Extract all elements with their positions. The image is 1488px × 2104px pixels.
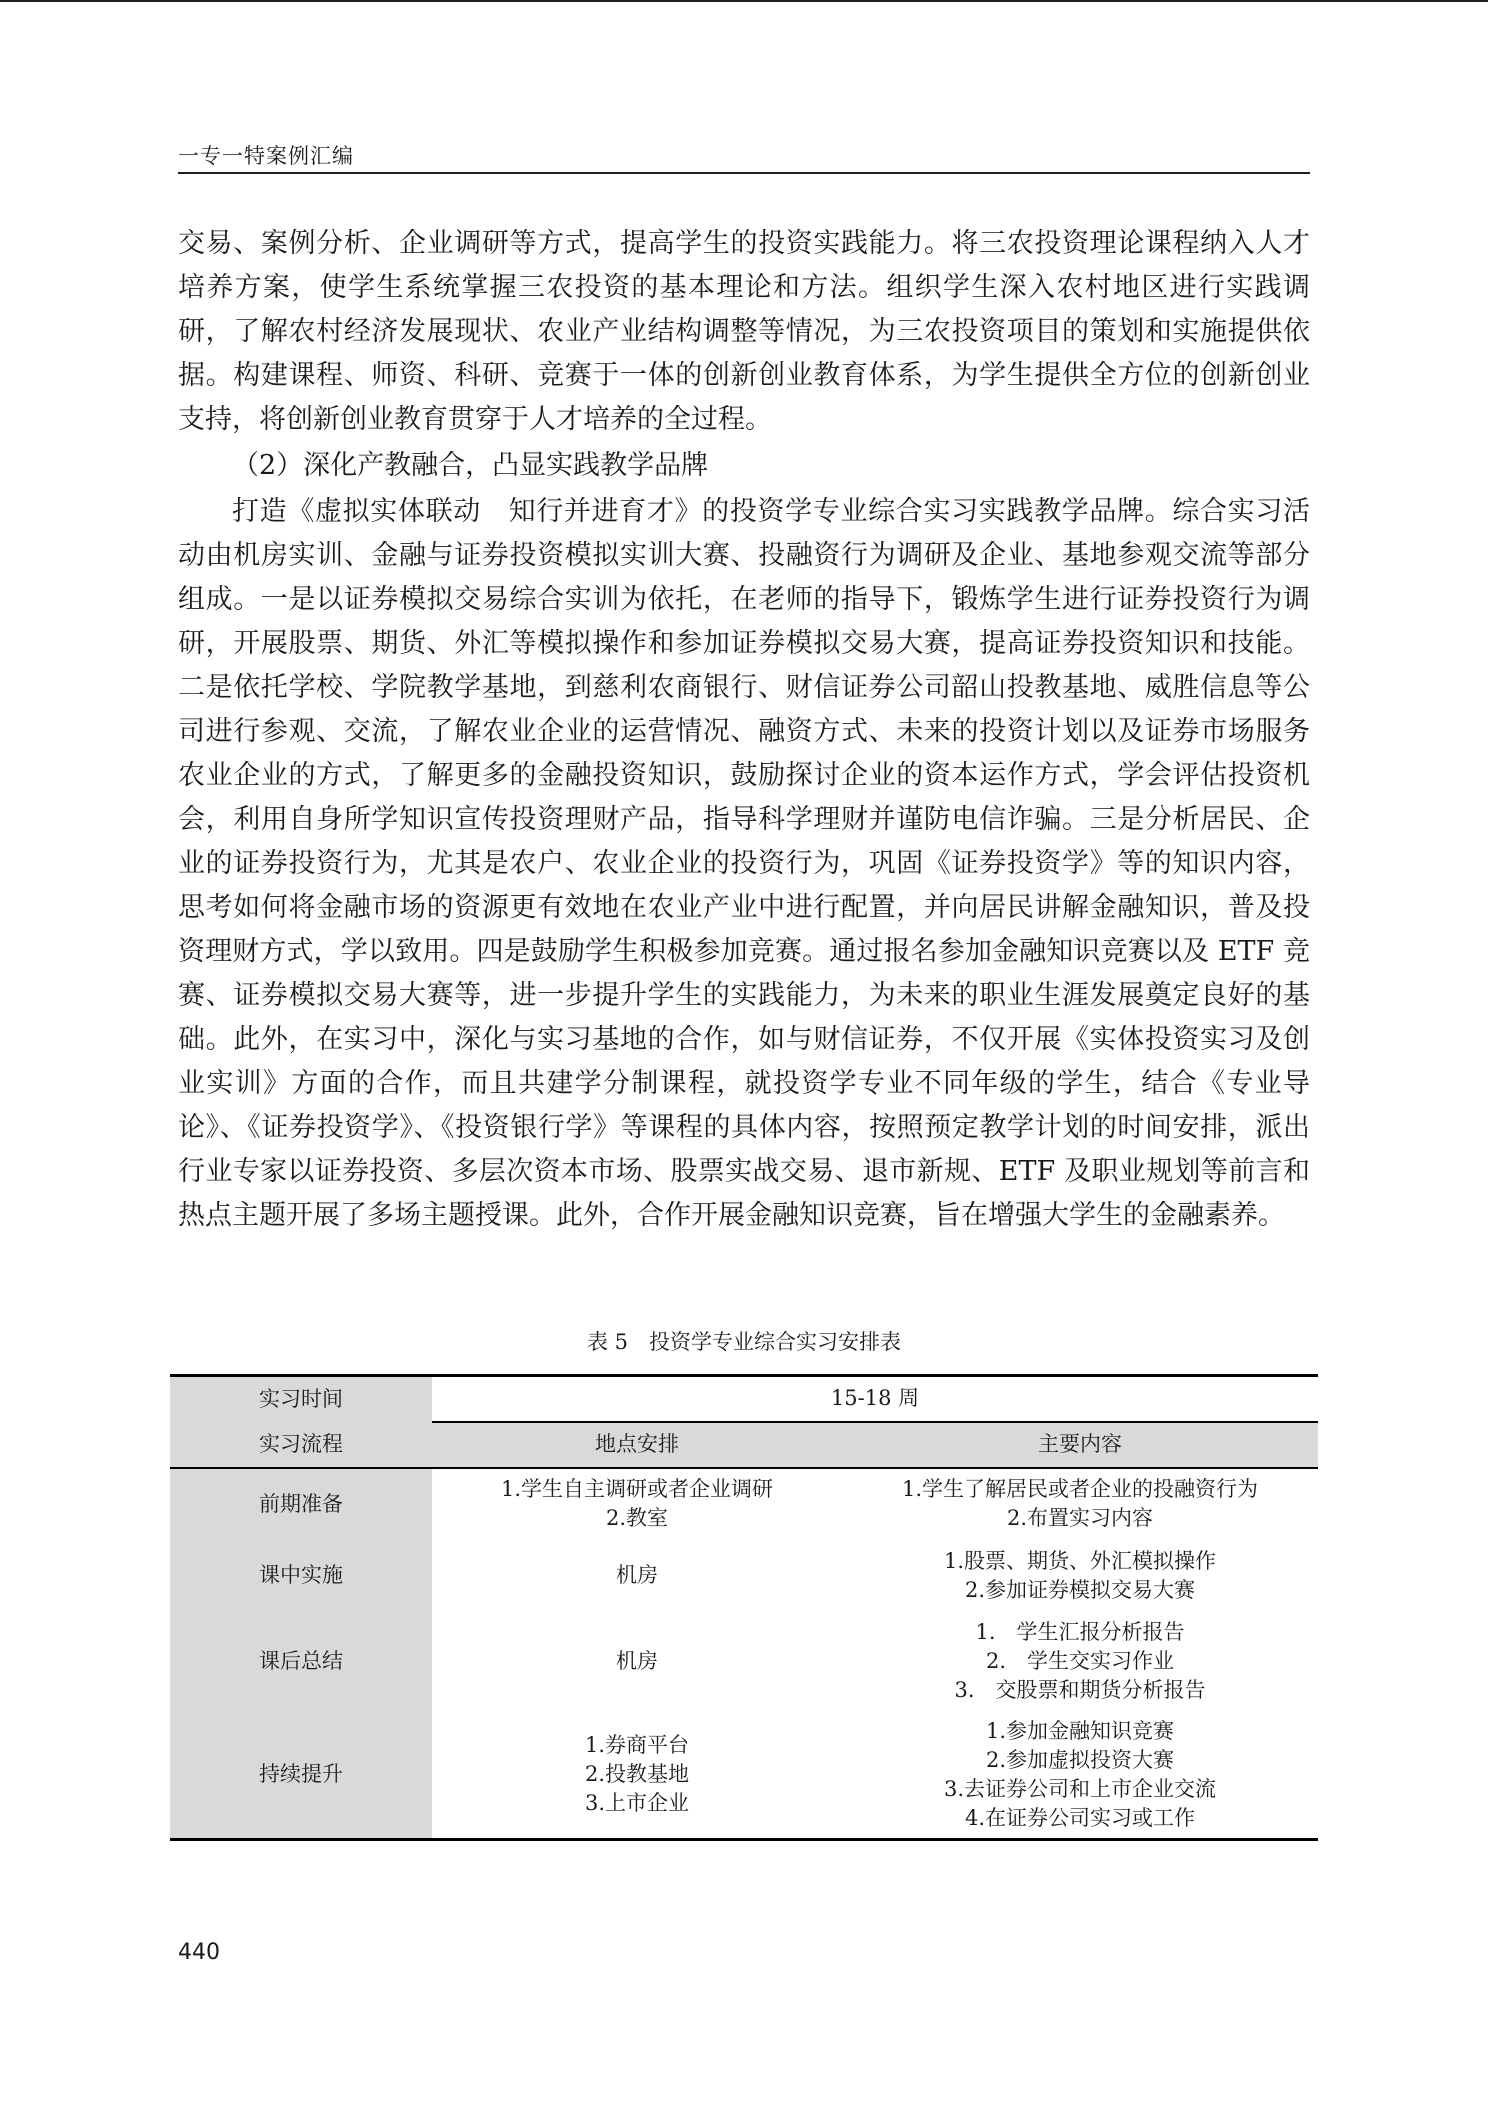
table-row-period [170,1376,1318,1422]
content-line: 2.参加证券模拟交易大赛 [964,1577,1196,1602]
stage-cell: 课后总结 [170,1612,432,1712]
column-header-location: 地点安排 [432,1422,842,1468]
location-line: 机房 [616,1563,658,1587]
table-row [170,1468,1318,1540]
content-line: 3. 交股票和期货分析报告 [954,1678,1206,1702]
section-subheading: （2）深化产教融合，凸显实践教学品牌 [232,450,709,481]
content-line: 1.学生了解居民或者企业的投融资行为 [901,1477,1259,1501]
location-cell [432,1712,842,1840]
location-line: 2.教室 [605,1506,669,1530]
content-cell [842,1712,1318,1840]
period-value: 15-18 周 [432,1376,1318,1422]
internship-schedule-table [170,1374,1318,1841]
table-row [170,1612,1318,1712]
content-cell [842,1612,1318,1712]
location-cell [432,1540,842,1612]
location-line: 1.学生自主调研或者企业调研 [500,1477,774,1501]
running-header: 一专一特案例汇编 [178,144,354,168]
location-line: 3.上市企业 [584,1791,690,1816]
stage-cell: 课中实施 [170,1540,432,1612]
table-row-header [170,1422,1318,1468]
table-row [170,1540,1318,1612]
body-text [178,222,1310,1238]
period-label: 实习时间 [170,1376,432,1422]
content-cell [842,1540,1318,1612]
table-row [170,1712,1318,1840]
location-line: 机房 [616,1649,658,1673]
content-line: 3.去证券公司和上市企业交流 [943,1776,1217,1801]
content-line: 4.在证券公司实习或工作 [964,1805,1196,1830]
location-line: 1.券商平台 [584,1733,690,1758]
location-cell [432,1612,842,1712]
content-line: 1. 学生汇报分析报告 [975,1620,1185,1644]
content-line: 1.参加金融知识竞赛 [985,1718,1175,1743]
top-border-line [0,0,1488,2]
location-cell [432,1468,842,1540]
stage-cell: 前期准备 [170,1468,432,1540]
process-label: 实习流程 [170,1422,432,1468]
header-rule [178,172,1310,174]
table-caption: 表 5 投资学专业综合实习安排表 [586,1330,902,1354]
paragraph-practice-brand: 打造《虚拟实体联动 知行并进育才》的投资学专业综合实习实践教学品牌。综合实习活动由机房实训、金融与证券投资模拟实训大赛、投融资行为调研及企业、基地参观交流等部分组成。一是以证券模拟交易综合实训为依托，在老师的指导下，锻炼学生进行证券投资行为调研，开展股票、期货、外汇等模拟操作和参加证券模拟交易大赛，提高证券投资知识和技能。二是依托学校、学院教学基地，到慈利农商银行、财信证券公司韶山投教基地、威胜信息等公司进行参观、交流，了解农业企业的运营情况、融资方式、未来的投资计划以及证券市场服务农业企业的方式，了解更多的金融投资知识，鼓励探讨企业的资本运作方式，学会评估投资机会，利用自身所学知识宣传投资理财产品，指导科学理财并谨防电信诈骗。三是分析居民、企业的证券投资行为，尤其是农户、农业企业的投资行为，巩固《证券投资学》等的知识内容，思考如何将金融市场的资源更有效地在农业产业中进行配置，并向居民讲解金融知识，普及投资理财方式，学以致用。四是鼓励学生积极参加竞赛。通过报名参加金融知识竞赛以及 ETF 竞赛、证券模拟交易大赛等，进一步提升学生的实践能力，为未来的职业生涯发展奠定良好的基础。此外，在实习中，深化与实习基地的合作，如与财信证券，不仅开展《实体投资实习及创业实训》方面的合作，而且共建学分制课程，就投资学专业不同年级的学生，结合《专业导论》、《证券投资学》、《投资银行学》等课程的具体内容，按照预定教学计划的时间安排，派出行业专家以证券投资、多层次资本市场、股票实战交易、退市新规、ETF 及职业规划等前言和热点主题开展了多场主题授课。此外，合作开展金融知识竞赛，旨在增强大学生的金融素养。 [178,496,1310,1231]
stage-cell: 持续提升 [170,1712,432,1840]
content-line: 1.股票、期货、外汇模拟操作 [943,1548,1217,1573]
page-number: 440 [178,1940,220,1965]
content-line: 2. 学生交实习作业 [985,1649,1175,1673]
content-line: 2.参加虚拟投资大赛 [985,1747,1175,1772]
location-line: 2.投教基地 [584,1762,690,1787]
content-cell [842,1468,1318,1540]
content-line: 2.布置实习内容 [1006,1506,1154,1530]
paragraph-continuation: 交易、案例分析、企业调研等方式，提高学生的投资实践能力。将三农投资理论课程纳入人才培养方案，使学生系统掌握三农投资的基本理论和方法。组织学生深入农村地区进行实践调研，了解农村经济发展现状、农业产业结构调整等情况，为三农投资项目的策划和实施提供依据。构建课程、师资、科研、竞赛于一体的创新创业教育体系，为学生提供全方位的创新创业支持，将创新创业教育贯穿于人才培养的全过程。 [178,228,1310,435]
column-header-content: 主要内容 [842,1422,1318,1468]
